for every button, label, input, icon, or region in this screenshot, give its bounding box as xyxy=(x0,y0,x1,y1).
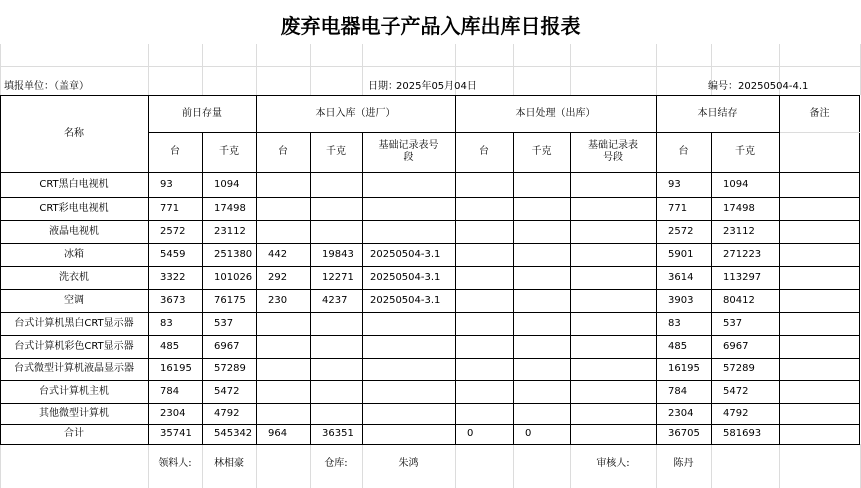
date-value: 2025年05月04日 xyxy=(396,81,477,92)
cell-out-rec xyxy=(570,358,656,380)
cell-out-rec xyxy=(570,243,656,266)
auditor-name: 陈丹 xyxy=(673,458,694,469)
cell-out-rec xyxy=(570,380,656,403)
row-name: 台式计算机彩色CRT显示器 xyxy=(14,340,134,352)
cell-remark xyxy=(779,312,860,335)
cell-remark xyxy=(779,380,860,403)
subheader-unit-kg: 千克 xyxy=(735,146,755,157)
cell-prev-kg: 6967 xyxy=(214,340,240,352)
grid-line xyxy=(656,44,657,95)
cell-prev-kg: 23112 xyxy=(214,225,246,237)
cell-stock-tai: 5901 xyxy=(668,248,694,260)
receiver-label: 领料人: xyxy=(158,458,192,469)
subheader-unit-tai: 台 xyxy=(678,146,689,157)
cell-out-rec xyxy=(570,335,656,358)
cell-remark xyxy=(779,266,860,289)
warehouse-label: 仓库: xyxy=(324,458,348,469)
cell-in-rec xyxy=(362,380,455,403)
cell-prev-kg: 76175 xyxy=(214,294,246,306)
cell-in-tai: 230 xyxy=(268,294,288,306)
cell-stock-tai: 93 xyxy=(668,178,681,190)
cell-in-rec xyxy=(362,312,455,335)
cell-prev-kg: 537 xyxy=(214,317,234,329)
cell-prev-tai: 5459 xyxy=(160,248,186,260)
cell-prev-tai: 771 xyxy=(160,202,180,214)
subheader-record-no: 基础记录表号段 xyxy=(378,140,439,163)
cell-remark xyxy=(779,220,860,243)
cell-in-kg xyxy=(310,197,362,220)
cell-in-rec xyxy=(362,220,455,243)
header-prev-stock: 前日存量 xyxy=(182,107,222,119)
cell-prev-kg: 101026 xyxy=(214,271,253,283)
cell-in-kg: 36351 xyxy=(322,428,354,439)
subheader-unit-tai: 台 xyxy=(170,146,180,157)
cell-stock-kg: 5472 xyxy=(723,385,749,397)
cell-prev-tai: 16195 xyxy=(160,363,192,374)
cell-in-tai xyxy=(256,403,310,424)
cell-prev-tai: 3673 xyxy=(160,294,186,306)
cell-stock-tai: 3614 xyxy=(668,271,694,283)
cell-in-kg xyxy=(310,403,362,424)
cell-out-kg xyxy=(513,403,570,424)
grid-line xyxy=(202,44,203,95)
cell-remark xyxy=(779,289,860,312)
header-name: 名称 xyxy=(64,127,84,139)
grid-line xyxy=(362,44,363,95)
cell-out-tai: 0 xyxy=(467,428,474,439)
cell-in-tai xyxy=(256,358,310,380)
cell-out-kg xyxy=(513,312,570,335)
grid-line xyxy=(256,444,257,488)
grid-line xyxy=(711,444,712,488)
cell-remark xyxy=(779,172,860,197)
cell-out-kg xyxy=(513,380,570,403)
receiver-name: 林相豪 xyxy=(214,458,244,469)
grid-line xyxy=(513,444,514,488)
cell-out-kg xyxy=(513,243,570,266)
cell-out-rec xyxy=(570,424,656,444)
cell-in-tai: 442 xyxy=(268,248,288,260)
cell-in-tai xyxy=(256,380,310,403)
table-border xyxy=(0,444,860,445)
row-name: 空调 xyxy=(64,294,84,306)
cell-out-tai xyxy=(455,243,513,266)
cell-stock-kg: 113297 xyxy=(723,271,762,283)
cell-remark xyxy=(779,424,860,444)
cell-stock-kg: 1094 xyxy=(723,178,749,190)
subheader-record-no: 基础记录表号段 xyxy=(588,140,638,163)
cell-in-kg: 19843 xyxy=(322,248,354,260)
cell-in-rec: 20250504-3.1 xyxy=(370,248,441,260)
grid-line xyxy=(0,66,861,67)
cell-in-kg: 12271 xyxy=(322,271,354,283)
cell-out-tai xyxy=(455,358,513,380)
report-title: 废弃电器电子产品入库出库日报表 xyxy=(280,14,581,38)
grid-line xyxy=(779,444,780,488)
row-name: 液晶电视机 xyxy=(49,225,99,237)
cell-prev-kg: 5472 xyxy=(214,385,240,397)
cell-remark xyxy=(779,197,860,220)
cell-out-tai xyxy=(455,220,513,243)
cell-stock-tai: 3903 xyxy=(668,294,694,306)
cell-out-kg xyxy=(513,335,570,358)
cell-stock-kg: 6967 xyxy=(723,340,749,352)
cell-out-kg xyxy=(513,358,570,380)
cell-prev-kg: 1094 xyxy=(214,178,240,190)
cell-out-tai xyxy=(455,289,513,312)
cell-out-tai xyxy=(455,197,513,220)
cell-prev-tai: 2304 xyxy=(160,407,186,419)
row-name: 合计 xyxy=(64,428,84,439)
cell-stock-tai: 2304 xyxy=(668,407,694,419)
cell-stock-kg: 537 xyxy=(723,317,743,329)
cell-out-rec xyxy=(570,266,656,289)
cell-in-kg xyxy=(310,358,362,380)
cell-in-tai: 292 xyxy=(268,271,288,283)
cell-in-rec xyxy=(362,358,455,380)
header-today-out: 本日处理（出库） xyxy=(515,107,596,119)
cell-prev-tai: 83 xyxy=(160,317,173,329)
grid-line xyxy=(310,44,311,95)
cell-in-tai xyxy=(256,335,310,358)
cell-remark xyxy=(779,358,860,380)
cell-remark xyxy=(779,243,860,266)
cell-stock-kg: 57289 xyxy=(723,363,755,374)
cell-stock-tai: 16195 xyxy=(668,363,700,374)
cell-prev-tai: 35741 xyxy=(160,428,192,439)
grid-line xyxy=(455,444,456,488)
cell-in-tai: 964 xyxy=(268,428,288,439)
cell-prev-kg: 251380 xyxy=(214,248,253,260)
cell-in-rec: 20250504-3.1 xyxy=(370,294,441,306)
cell-remark xyxy=(779,335,860,358)
subheader-unit-kg: 千克 xyxy=(326,146,346,157)
row-name: 台式微型计算机液晶显示器 xyxy=(14,363,134,374)
cell-out-tai xyxy=(455,312,513,335)
cell-in-kg xyxy=(310,220,362,243)
cell-in-rec: 20250504-3.1 xyxy=(370,271,441,283)
cell-out-tai xyxy=(455,172,513,197)
grid-line xyxy=(779,132,860,133)
grid-line xyxy=(0,444,1,488)
cell-prev-kg: 57289 xyxy=(214,363,246,374)
cell-out-kg xyxy=(513,220,570,243)
row-name: CRT彩电电视机 xyxy=(39,202,109,214)
cell-out-tai xyxy=(455,335,513,358)
auditor-label: 审核人: xyxy=(596,458,630,469)
grid-line xyxy=(0,44,1,95)
cell-out-kg xyxy=(513,266,570,289)
cell-in-rec xyxy=(362,403,455,424)
cell-out-rec xyxy=(570,403,656,424)
cell-prev-kg: 17498 xyxy=(214,202,246,214)
cell-remark xyxy=(779,403,860,424)
cell-prev-kg: 4792 xyxy=(214,407,240,419)
date-label: 日期： xyxy=(368,81,398,92)
cell-in-tai xyxy=(256,197,310,220)
subheader-unit-kg: 千克 xyxy=(531,146,552,157)
cell-out-rec xyxy=(570,289,656,312)
cell-stock-tai: 485 xyxy=(668,340,688,352)
cell-prev-tai: 2572 xyxy=(160,225,186,237)
row-name: 冰箱 xyxy=(64,248,84,260)
cell-stock-tai: 36705 xyxy=(668,428,700,439)
cell-out-kg xyxy=(513,197,570,220)
cell-stock-kg: 80412 xyxy=(723,294,755,306)
row-name: 台式计算机黑白CRT显示器 xyxy=(14,317,134,329)
cell-in-kg xyxy=(310,380,362,403)
cell-out-tai xyxy=(455,380,513,403)
grid-line xyxy=(256,44,257,95)
cell-stock-tai: 771 xyxy=(668,202,688,214)
cell-stock-kg: 581693 xyxy=(723,428,762,439)
cell-in-kg: 4237 xyxy=(322,294,348,306)
cell-out-rec xyxy=(570,197,656,220)
header-remark: 备注 xyxy=(809,107,830,119)
cell-prev-tai: 485 xyxy=(160,340,180,352)
row-name: CRT黑白电视机 xyxy=(39,178,109,190)
cell-in-rec xyxy=(362,197,455,220)
cell-in-rec xyxy=(362,172,455,197)
cell-in-kg xyxy=(310,312,362,335)
cell-out-rec xyxy=(570,220,656,243)
cell-in-rec xyxy=(362,424,455,444)
cell-in-tai xyxy=(256,312,310,335)
cell-out-kg xyxy=(513,172,570,197)
cell-stock-kg: 4792 xyxy=(723,407,749,419)
cell-out-rec xyxy=(570,312,656,335)
grid-line xyxy=(570,44,571,95)
subheader-unit-kg: 千克 xyxy=(219,146,239,157)
number-label: 编号： xyxy=(708,81,738,92)
cell-stock-tai: 83 xyxy=(668,317,681,329)
cell-in-kg xyxy=(310,335,362,358)
cell-in-tai xyxy=(256,220,310,243)
cell-out-tai xyxy=(455,403,513,424)
warehouse-name: 朱鸿 xyxy=(398,458,419,469)
subheader-unit-tai: 台 xyxy=(479,146,489,157)
cell-stock-tai: 2572 xyxy=(668,225,694,237)
row-name: 洗衣机 xyxy=(59,271,89,283)
cell-prev-kg: 545342 xyxy=(214,428,253,439)
cell-stock-kg: 23112 xyxy=(723,225,755,237)
header-today-in: 本日入库（进厂） xyxy=(315,107,396,119)
cell-prev-tai: 784 xyxy=(160,385,180,397)
number-value: 20250504-4.1 xyxy=(738,81,809,92)
header-today-stock: 本日结存 xyxy=(697,107,738,119)
cell-stock-kg: 271223 xyxy=(723,248,762,260)
unit-label: 填报单位：（盖章） xyxy=(4,81,89,92)
cell-out-kg: 0 xyxy=(525,428,532,439)
subheader-unit-tai: 台 xyxy=(278,146,288,157)
cell-in-tai xyxy=(256,172,310,197)
cell-prev-tai: 3322 xyxy=(160,271,186,283)
cell-out-tai xyxy=(455,266,513,289)
row-name: 台式计算机主机 xyxy=(39,385,109,397)
cell-in-rec xyxy=(362,335,455,358)
cell-prev-tai: 93 xyxy=(160,178,173,190)
cell-in-kg xyxy=(310,172,362,197)
row-name: 其他微型计算机 xyxy=(39,407,109,419)
cell-out-kg xyxy=(513,289,570,312)
cell-stock-tai: 784 xyxy=(668,385,688,397)
cell-out-rec xyxy=(570,172,656,197)
cell-stock-kg: 17498 xyxy=(723,202,755,214)
